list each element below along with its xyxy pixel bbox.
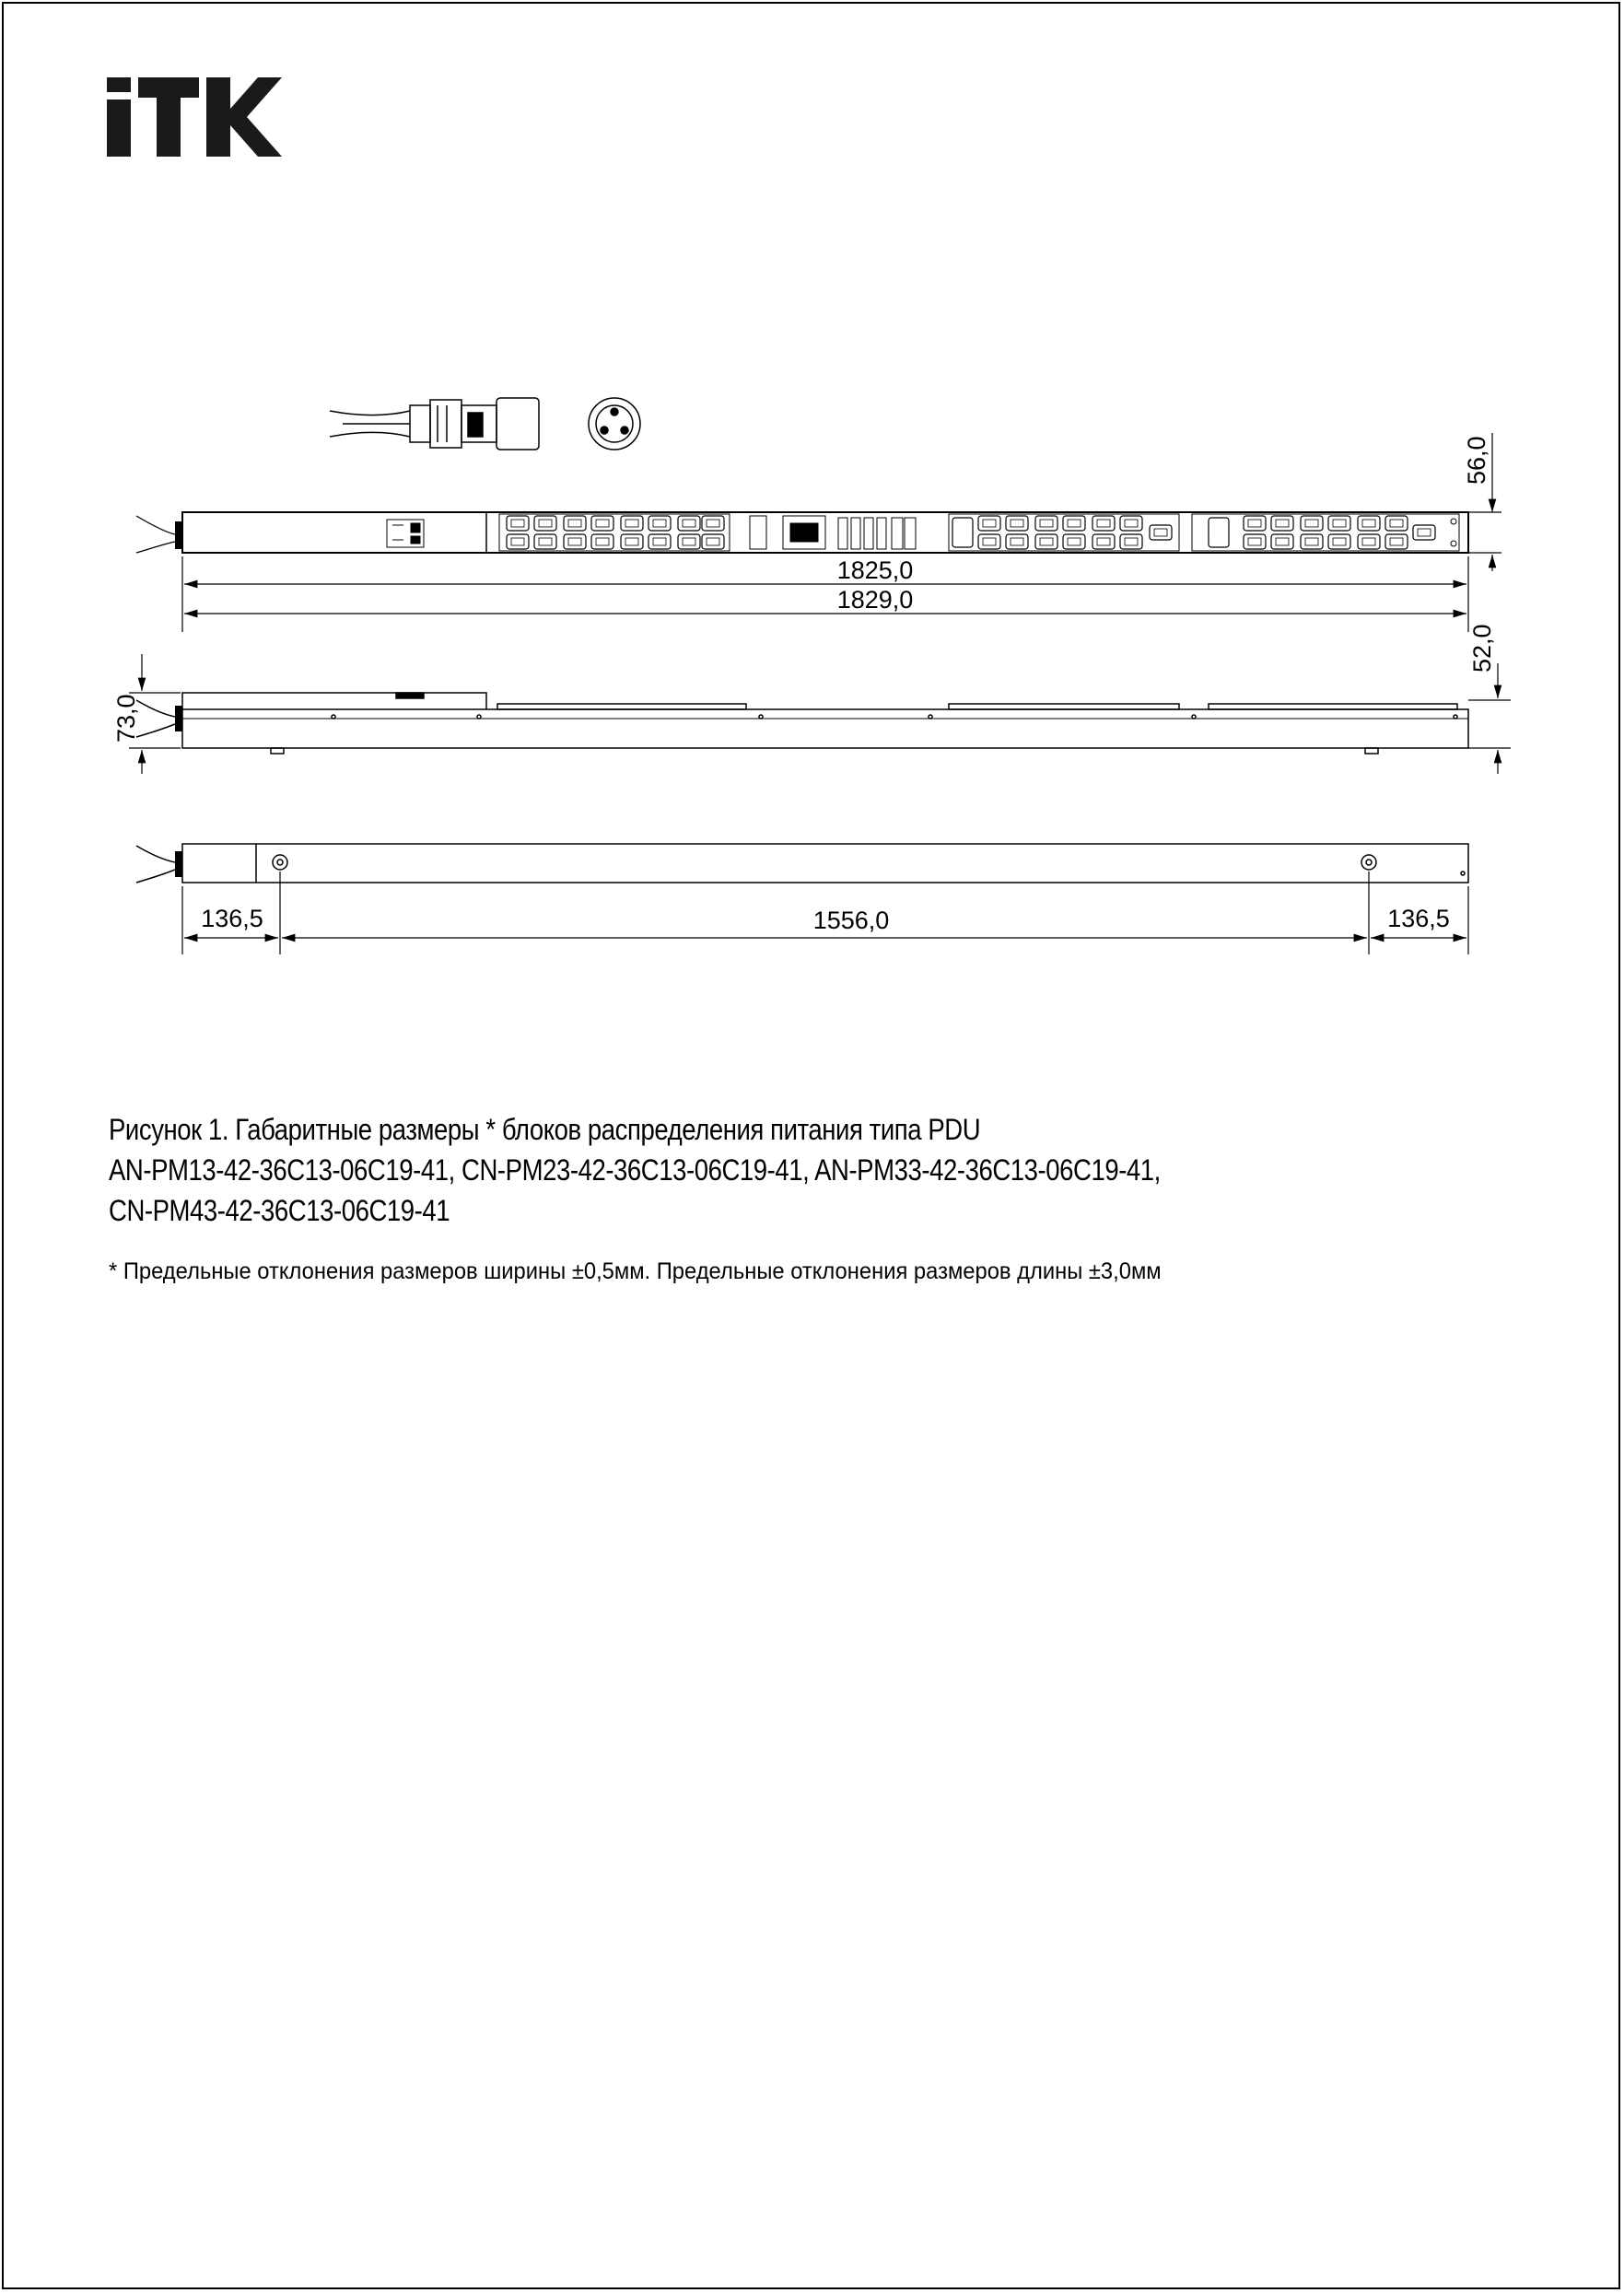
pdu-side-view [136, 693, 1468, 754]
caption-line-1: Рисунок 1. Габаритные размеры * блоков распределения питания типа PDU [109, 1113, 981, 1146]
dimension-mount-spacing: 1556,0 [812, 907, 890, 934]
caption-line-2: AN-PM13-42-36C13-06C19-41, CN-PM23-42-36C13-06C19-41, AN-PM33-42-36C13-06C19-41, [109, 1153, 1161, 1187]
dimension-height-side: 73,0 [112, 694, 140, 743]
pdu-front-view [136, 512, 1468, 553]
dimension-height-front: 56,0 [1463, 436, 1490, 485]
figure-caption [109, 1109, 1345, 1231]
caption-line-3: CN-PM43-42-36C13-06C19-41 [109, 1194, 450, 1227]
pdu-rear-view [136, 844, 1468, 883]
socket-icon [589, 398, 640, 450]
pdu-technical-drawing [0, 0, 1624, 1032]
dimension-offset-right: 136,5 [1387, 905, 1450, 932]
tolerance-footnote: * Предельные отклонения размеров ширины ±0,5мм. Предельные отклонения размеров длины ±3,0мм [109, 1258, 1162, 1284]
plug-icon [330, 398, 539, 450]
dimension-offset-left: 136,5 [201, 905, 263, 932]
dimension-length-total: 1829,0 [836, 586, 914, 614]
dimension-length-inner: 1825,0 [836, 556, 914, 584]
dimension-depth-side: 52,0 [1468, 624, 1496, 673]
